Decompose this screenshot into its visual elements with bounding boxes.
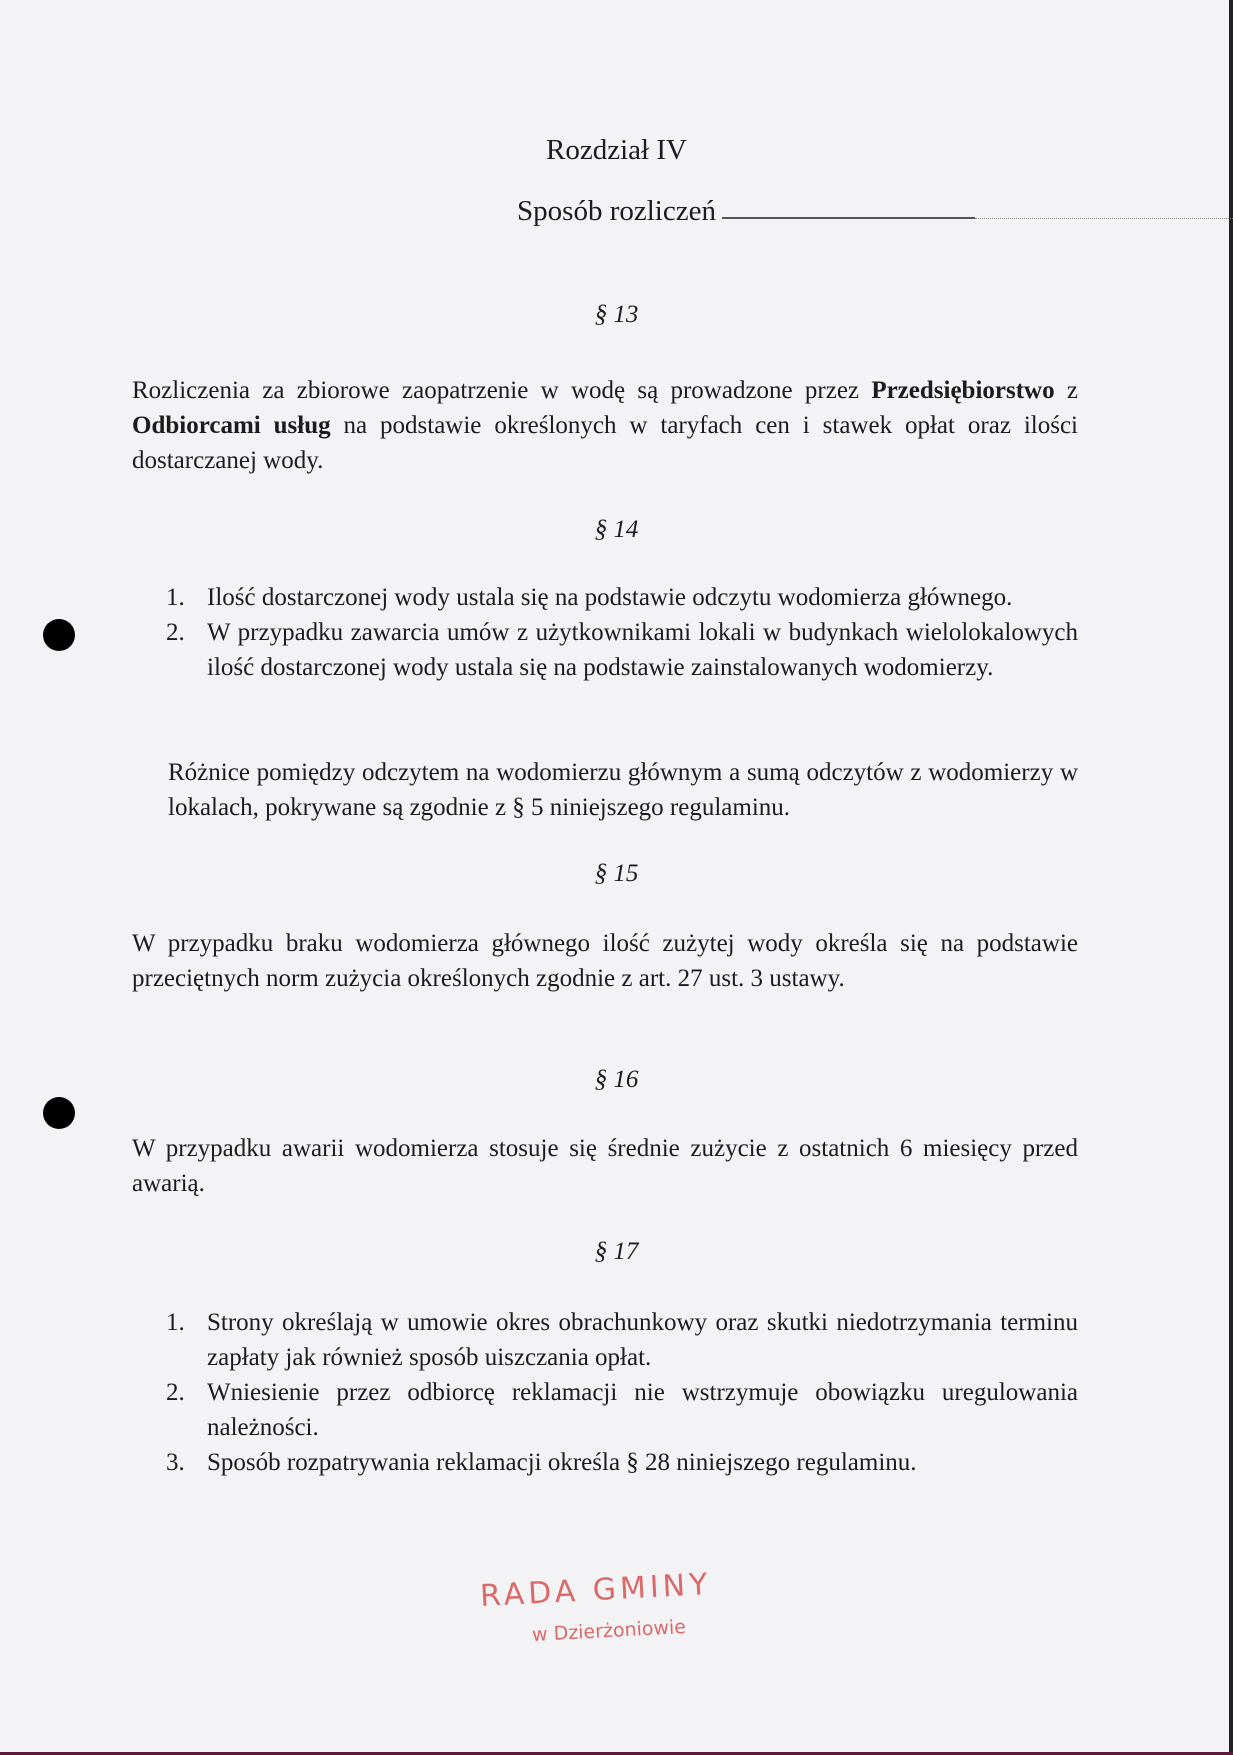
stamp-line-1: RADA GMINY [479,1566,713,1615]
punch-hole [43,1097,75,1129]
section-16-heading: § 16 [594,1066,639,1093]
section-14-list [166,580,1078,685]
section-14-note: Różnice pomiędzy odczytem na wodomierzu głównym a sumą odczytów z wodomierzy w lokalach, pokrywane są zgodnie z § 5 niniejszego regulaminu. [168,759,1078,821]
text: z [1054,377,1078,404]
list-item [166,1375,1078,1445]
bold-term: Przedsiębiorstwo [871,377,1055,404]
section-17-heading: § 17 [594,1238,639,1265]
item-number: 2. [166,1379,185,1406]
divider-line [722,217,975,219]
section-13-heading: § 13 [594,301,639,328]
item-number: 2. [166,619,185,646]
list-item [166,580,1078,615]
chapter-title: Rozdział IV [546,134,687,166]
text: Rozliczenia za zbiorowe zaopatrzenie w wodę są prowadzone przez [132,377,872,404]
item-text: W przypadku zawarcia umów z użytkownikami lokali w budynkach wielolokalowych ilość dostarczonej wody ustala się na podstawie zainstalowanych wodomierzy. [207,619,1078,681]
chapter-subtitle: Sposób rozliczeń [517,195,716,227]
punch-hole [43,619,75,651]
item-number: 1. [166,1309,185,1336]
bold-term: Odbiorcami usług [132,412,331,439]
section-15-heading: § 15 [594,860,639,887]
item-number: 3. [166,1449,185,1476]
section-17-list [166,1305,1078,1480]
section-14-heading: § 14 [594,516,639,543]
item-text: Wniesienie przez odbiorcę reklamacji nie wstrzymuje obowiązku uregulowania należności. [207,1379,1078,1441]
section-13-text [132,373,1078,478]
list-item [166,1445,1078,1480]
stamp-line-2: w Dzierżoniowie [531,1615,687,1647]
text: na podstawie określonych w taryfach cen i stawek opłat oraz ilości dostarczanej wody. [132,412,1078,474]
item-number: 1. [166,584,185,611]
section-15-text: W przypadku braku wodomierza głównego ilość zużytej wody określa się na podstawie przeciętnych norm zużycia określonych zgodnie z art. 27 ust. 3 ustawy. [132,930,1078,992]
section-16-text: W przypadku awarii wodomierza stosuje się średnie zużycie z ostatnich 6 miesięcy przed awarią. [132,1135,1078,1197]
item-text: Sposób rozpatrywania reklamacji określa § 28 niniejszego regulaminu. [207,1449,917,1476]
list-item [166,1305,1078,1375]
list-item [166,615,1078,685]
item-text: Strony określają w umowie okres obrachunkowy oraz skutki niedotrzymania terminu zapłaty jak również sposób uiszczania opłat. [207,1309,1078,1371]
divider-dotted [975,218,1233,219]
item-text: Ilość dostarczonej wody ustala się na podstawie odczytu wodomierza głównego. [207,584,1013,611]
